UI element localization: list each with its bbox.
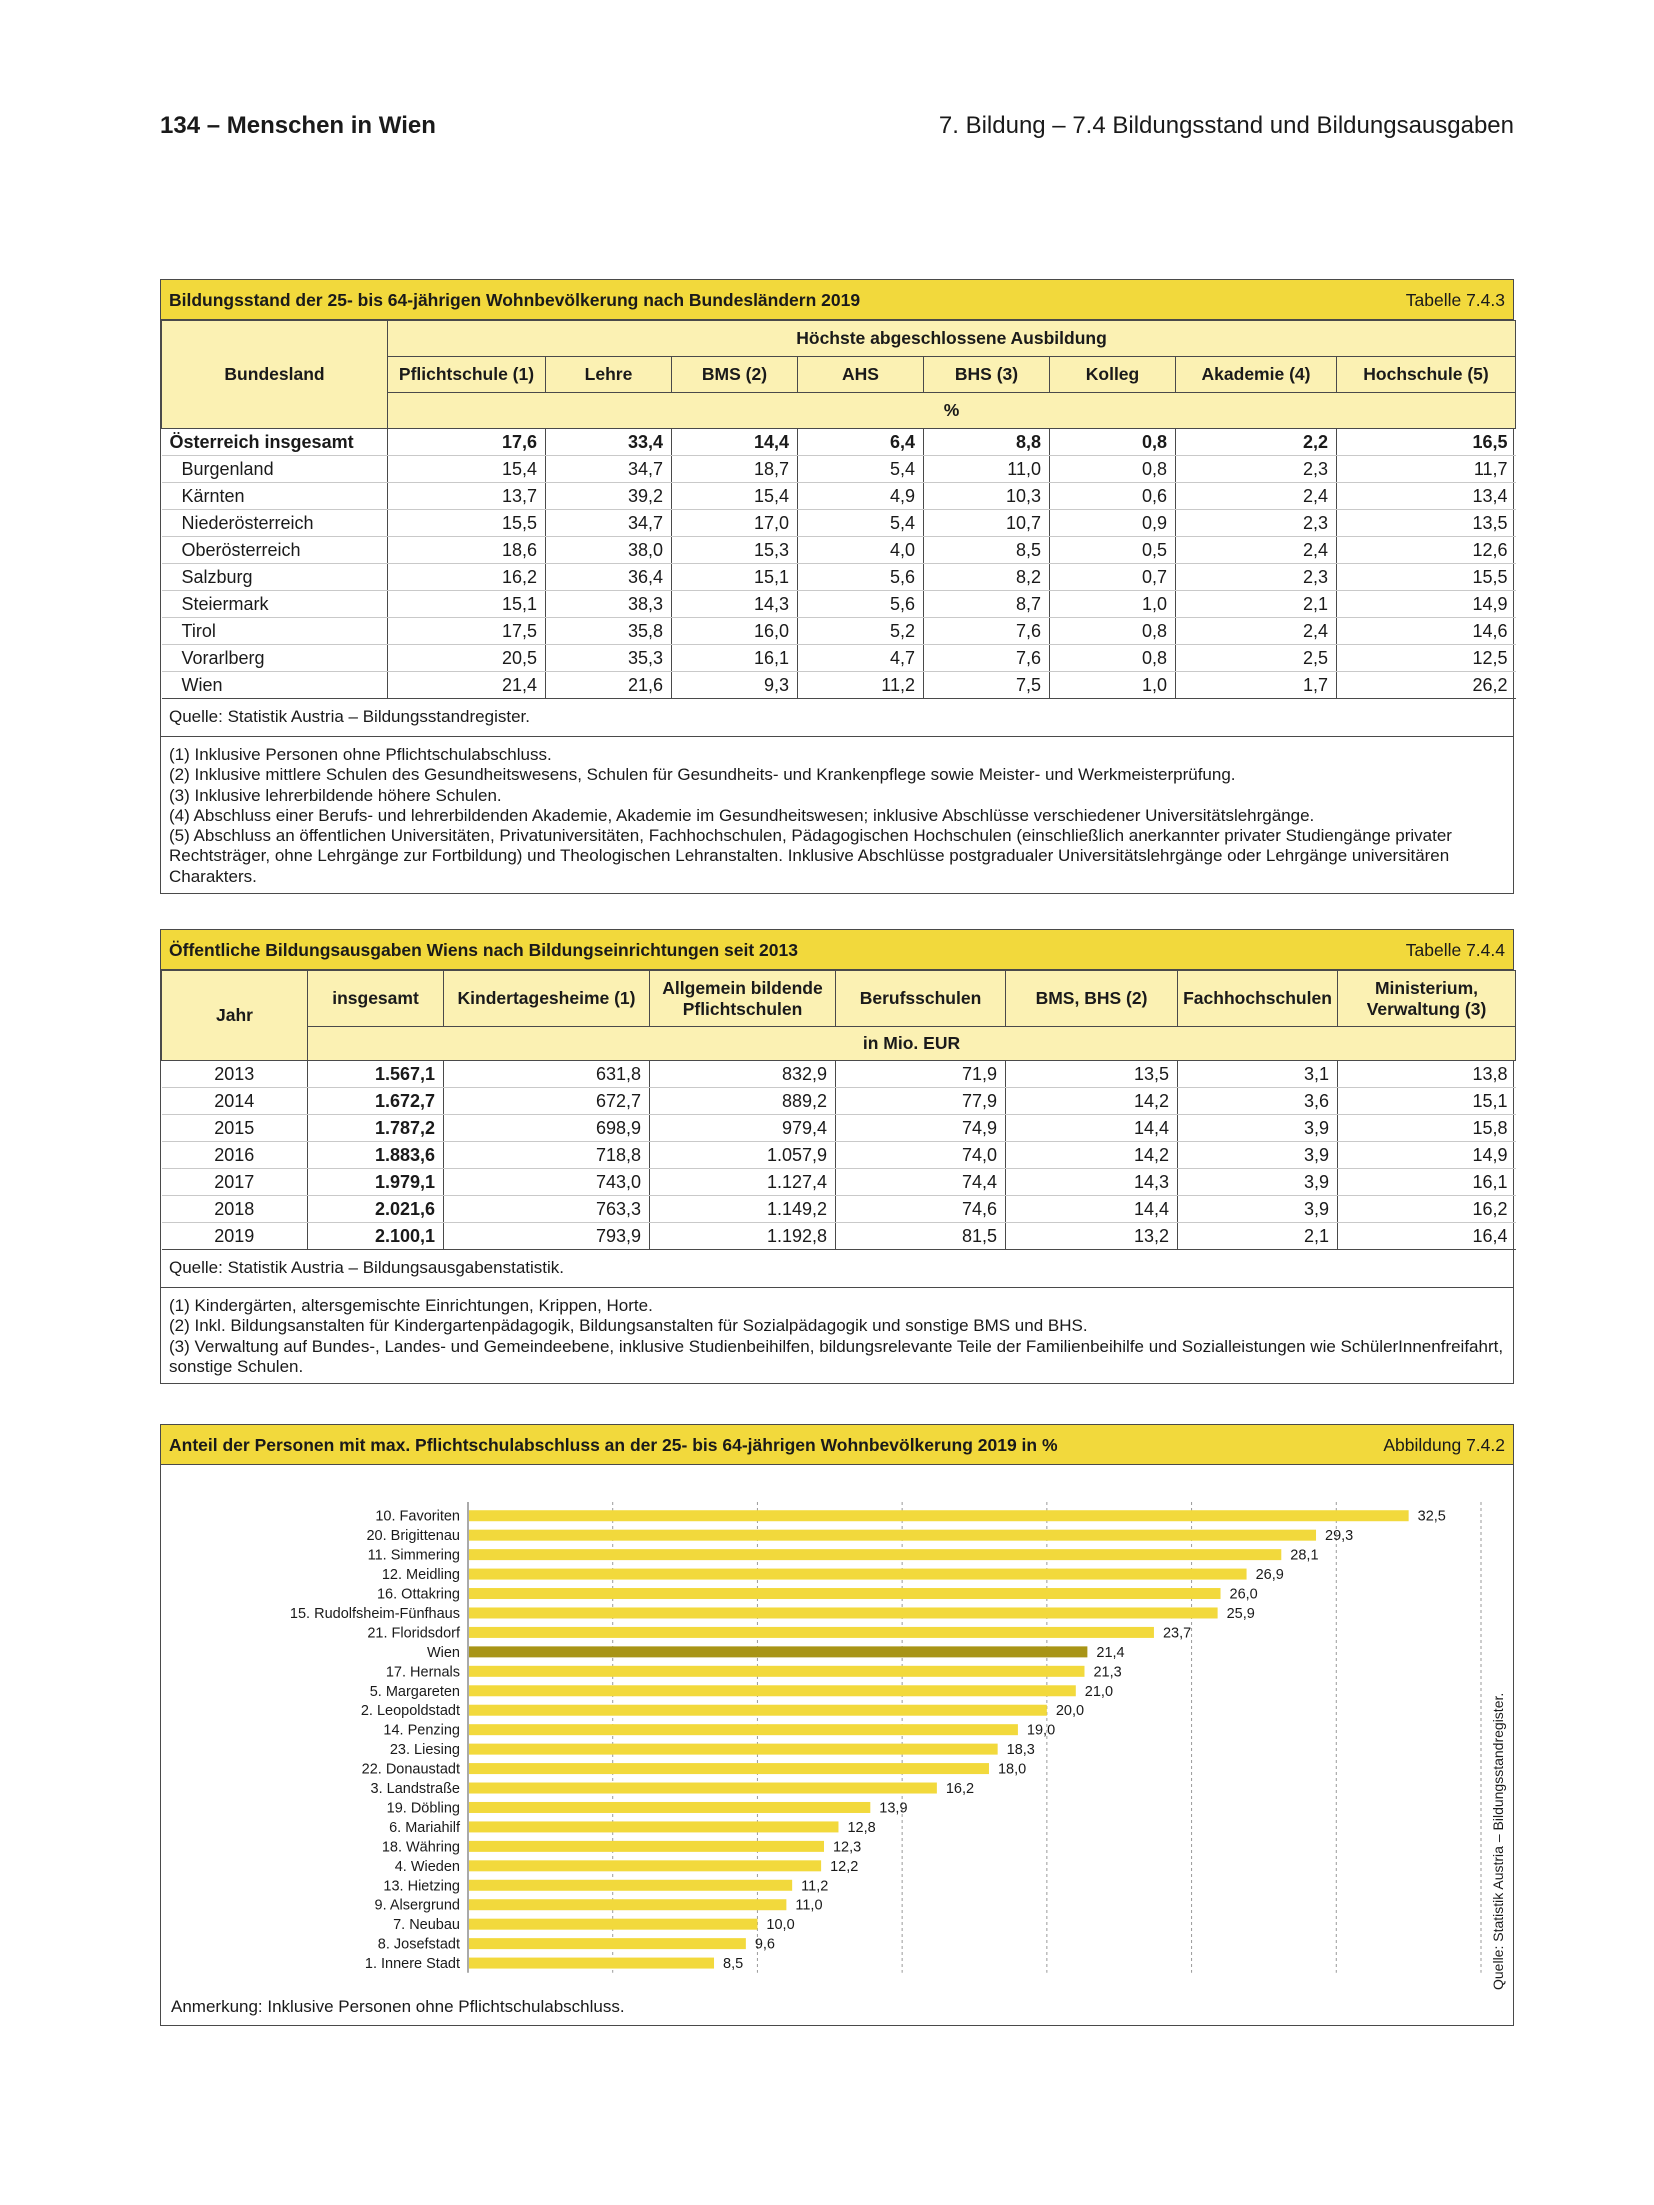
bar — [469, 1841, 824, 1852]
category-label: 16. Ottakring — [376, 1586, 460, 1603]
table1-cell: 7,6 — [924, 618, 1050, 645]
table2-notes — [161, 1288, 1513, 1383]
table2-col-header: Fachhochschulen — [1178, 971, 1338, 1027]
table2-cell: 3,6 — [1178, 1088, 1338, 1115]
table1-cell: 4,7 — [798, 645, 924, 672]
table2-cell: 979,4 — [650, 1115, 836, 1142]
table1-row-label: Burgenland — [162, 456, 388, 483]
table1-cell: 7,5 — [924, 672, 1050, 699]
bar — [469, 1783, 937, 1794]
bar — [469, 1569, 1247, 1580]
table2-cell: 14,3 — [1006, 1169, 1178, 1196]
table1-cell: 12,5 — [1337, 645, 1516, 672]
table2-row — [162, 1169, 1516, 1196]
bar — [469, 1685, 1076, 1696]
table2-col-header: BMS, BHS (2) — [1006, 971, 1178, 1027]
value-label: 10,0 — [766, 1917, 795, 1934]
table2-title-bar — [161, 930, 1513, 970]
table1-cell: 8,8 — [924, 429, 1050, 456]
table2-row-label: 2019 — [162, 1223, 308, 1250]
table1-cell: 4,9 — [798, 483, 924, 510]
page-header — [160, 112, 1514, 148]
value-label: 12,3 — [832, 1839, 862, 1856]
value-label: 29,3 — [1325, 1528, 1354, 1545]
table2-cell: 1.127,4 — [650, 1169, 836, 1196]
bar-highlight — [469, 1646, 1087, 1657]
table2-cell: 14,4 — [1006, 1115, 1178, 1142]
category-label: 3. Landstraße — [370, 1781, 460, 1798]
value-label: 32,5 — [1417, 1508, 1446, 1525]
table1-cell: 11,0 — [924, 456, 1050, 483]
table2-unit: in Mio. EUR — [308, 1027, 1516, 1061]
table2-note: (1) Kindergärten, altersgemischte Einrichtungen, Krippen, Horte. — [169, 1296, 653, 1315]
table1-cell: 5,2 — [798, 618, 924, 645]
table1-row — [162, 429, 1516, 456]
category-label: 5. Margareten — [369, 1683, 460, 1700]
table2-cell: 672,7 — [444, 1088, 650, 1115]
table1-row — [162, 564, 1516, 591]
table1-cell: 0,8 — [1050, 618, 1176, 645]
table2-cell: 1.567,1 — [308, 1061, 444, 1088]
table1-cell: 14,4 — [672, 429, 798, 456]
table2-col-header: insgesamt — [308, 971, 444, 1027]
table1-cell: 5,4 — [798, 510, 924, 537]
table2-cell: 81,5 — [836, 1223, 1006, 1250]
table1-group-header: Höchste abgeschlossene Ausbildung — [388, 321, 1516, 357]
table1-row — [162, 537, 1516, 564]
table1-cell: 15,4 — [388, 456, 546, 483]
figure-title: Anteil der Personen mit max. Pflichtschulabschluss an der 25- bis 64-jährigen Wohnbevölkerung 2019 in % — [169, 1435, 1058, 1455]
table1-cell: 12,6 — [1337, 537, 1516, 564]
table1-note: (4) Abschluss einer Berufs- und lehrerbildenden Akademie, Akademie im Gesundheitswesen; inklusive Abschlüsse verschiedener Universitätslehrgänge. — [169, 805, 1315, 825]
bar-chart — [161, 1465, 1513, 2025]
table2-cell: 13,8 — [1338, 1061, 1516, 1088]
table1-cell: 1,0 — [1050, 672, 1176, 699]
value-label: 18,0 — [997, 1761, 1027, 1778]
bar — [469, 1627, 1154, 1638]
table2-cell: 743,0 — [444, 1169, 650, 1196]
table2-cell: 14,2 — [1006, 1142, 1178, 1169]
table1-cell: 0,8 — [1050, 645, 1176, 672]
table2-cell: 74,9 — [836, 1115, 1006, 1142]
table1-unit: % — [388, 393, 1516, 429]
table1-cell: 9,3 — [672, 672, 798, 699]
table1-row-header: Bundesland — [162, 321, 388, 429]
table1-cell: 15,1 — [672, 564, 798, 591]
table2-cell: 1.149,2 — [650, 1196, 836, 1223]
table2-row-label: 2018 — [162, 1196, 308, 1223]
table1-row — [162, 456, 1516, 483]
table2-col-header: Allgemein bildende Pflichtschulen — [650, 971, 836, 1027]
table1-cell: 16,1 — [672, 645, 798, 672]
bar — [469, 1705, 1047, 1716]
table2-cell: 889,2 — [650, 1088, 836, 1115]
category-label: 17. Hernals — [385, 1664, 460, 1681]
value-label: 21,0 — [1084, 1683, 1114, 1700]
table2-cell: 2,1 — [1178, 1223, 1338, 1250]
table1-note: (5) Abschluss an öffentlichen Universitäten, Privatuniversitäten, Fachhochschulen, Pädagogischen Hochschulen (einschließlich anerkannter privater Studiengänge privater Rechtsträger, ohne Lehrgänge zur Fortbildung) und Theologischen Lehranstalten. Inklusive Abschlüsse postgradualer Universitätslehrgänge oder Lehrgänge universitären Charakters. — [169, 826, 1452, 886]
table1-grid — [161, 320, 1516, 699]
figure-note: Anmerkung: Inklusive Personen ohne Pflichtschulabschluss. — [171, 1997, 625, 2016]
value-label: 20,0 — [1055, 1703, 1085, 1720]
figure-source: Quelle: Statistik Austria – Bildungsstandregister. — [1490, 1692, 1506, 1990]
table2-row — [162, 1115, 1516, 1142]
table2-cell: 77,9 — [836, 1088, 1006, 1115]
value-label: 12,2 — [830, 1858, 859, 1875]
table1-row — [162, 591, 1516, 618]
category-label: 11. Simmering — [367, 1547, 460, 1564]
table1-cell: 26,2 — [1337, 672, 1516, 699]
table2-note: (3) Verwaltung auf Bundes-, Landes- und Gemeindeebene, inklusive Studienbeihilfen, bildungsrelevante Teile der Familienbeihilfe und Sozialleistungen wie SchülerInnenfreifahrt, sonstige Schulen. — [169, 1336, 1504, 1376]
figure-7-4-2 — [160, 1424, 1514, 2026]
value-label: 23,7 — [1162, 1625, 1192, 1642]
category-label: 22. Donaustadt — [361, 1761, 460, 1778]
value-label: 21,3 — [1093, 1664, 1122, 1681]
table2-cell: 74,0 — [836, 1142, 1006, 1169]
table1-cell: 11,2 — [798, 672, 924, 699]
bar — [469, 1666, 1084, 1677]
value-label: 8,5 — [723, 1956, 744, 1973]
table1-cell: 13,7 — [388, 483, 546, 510]
figure-number: Abbildung 7.4.2 — [1383, 1435, 1505, 1455]
table2-cell: 16,4 — [1338, 1223, 1516, 1250]
category-label: Wien — [426, 1644, 460, 1661]
table1-cell: 16,5 — [1337, 429, 1516, 456]
value-label: 12,8 — [847, 1819, 876, 1836]
table2-cell: 13,5 — [1006, 1061, 1178, 1088]
category-label: 4. Wieden — [394, 1858, 460, 1875]
table2-cell: 832,9 — [650, 1061, 836, 1088]
table2-cell: 14,2 — [1006, 1088, 1178, 1115]
table1-cell: 15,1 — [388, 591, 546, 618]
table1-row-label: Oberösterreich — [162, 537, 388, 564]
bar — [469, 1860, 821, 1871]
table1-cell: 21,4 — [388, 672, 546, 699]
table1-cell: 15,5 — [1337, 564, 1516, 591]
category-label: 13. Hietzing — [383, 1878, 460, 1895]
table1-cell: 15,3 — [672, 537, 798, 564]
table1-col-header: Akademie (4) — [1176, 357, 1337, 393]
bar — [469, 1530, 1316, 1541]
category-label: 12. Meidling — [381, 1567, 460, 1584]
table2-cell: 1.672,7 — [308, 1088, 444, 1115]
table2-cell: 631,8 — [444, 1061, 650, 1088]
bar — [469, 1510, 1409, 1521]
table1-col-header: AHS — [798, 357, 924, 393]
table2-cell: 2.021,6 — [308, 1196, 444, 1223]
table2-cell: 3,9 — [1178, 1196, 1338, 1223]
table1-cell: 15,5 — [388, 510, 546, 537]
table2-cell: 793,9 — [444, 1223, 650, 1250]
table1-cell: 13,5 — [1337, 510, 1516, 537]
table2-cell: 15,1 — [1338, 1088, 1516, 1115]
table2-row — [162, 1142, 1516, 1169]
table1-title: Bildungsstand der 25- bis 64-jährigen Wohnbevölkerung nach Bundesländern 2019 — [169, 290, 861, 310]
table1-source: Quelle: Statistik Austria – Bildungsstandregister. — [161, 699, 1513, 737]
table1-cell: 5,6 — [798, 591, 924, 618]
table1-cell: 33,4 — [546, 429, 672, 456]
table1-cell: 14,3 — [672, 591, 798, 618]
table2-col-header: Berufsschulen — [836, 971, 1006, 1027]
table1-cell: 14,9 — [1337, 591, 1516, 618]
table2-col-header: Ministerium, Verwaltung (3) — [1338, 971, 1516, 1027]
table1-row-label: Steiermark — [162, 591, 388, 618]
table2-cell: 14,4 — [1006, 1196, 1178, 1223]
table1-cell: 5,4 — [798, 456, 924, 483]
category-label: 18. Währing — [381, 1839, 460, 1856]
category-label: 15. Rudolfsheim-Fünfhaus — [289, 1605, 460, 1622]
table1-cell: 13,4 — [1337, 483, 1516, 510]
chart-area — [161, 1465, 1513, 2025]
value-label: 25,9 — [1226, 1605, 1255, 1622]
table1-row — [162, 510, 1516, 537]
category-label: 10. Favoriten — [375, 1508, 460, 1525]
table2-number: Tabelle 7.4.4 — [1405, 940, 1505, 960]
bar — [469, 1724, 1018, 1735]
table2-cell: 1.057,9 — [650, 1142, 836, 1169]
table1-col-header: BMS (2) — [672, 357, 798, 393]
value-label: 18,3 — [1006, 1742, 1035, 1759]
table2-cell: 15,8 — [1338, 1115, 1516, 1142]
table1-cell: 2,5 — [1176, 645, 1337, 672]
table1-cell: 2,3 — [1176, 564, 1337, 591]
table1-cell: 39,2 — [546, 483, 672, 510]
table1-cell: 17,5 — [388, 618, 546, 645]
bar — [469, 1763, 989, 1774]
value-label: 26,9 — [1255, 1567, 1284, 1584]
bar — [469, 1744, 998, 1755]
table2-row — [162, 1196, 1516, 1223]
table1-cell: 35,3 — [546, 645, 672, 672]
table2-row-label: 2016 — [162, 1142, 308, 1169]
table1-cell: 4,0 — [798, 537, 924, 564]
table1-cell: 10,7 — [924, 510, 1050, 537]
table1-cell: 11,7 — [1337, 456, 1516, 483]
table1-cell: 0,5 — [1050, 537, 1176, 564]
table1-cell: 18,7 — [672, 456, 798, 483]
category-label: 6. Mariahilf — [389, 1819, 460, 1836]
table2-row — [162, 1061, 1516, 1088]
table1-cell: 0,7 — [1050, 564, 1176, 591]
table2-row-label: 2015 — [162, 1115, 308, 1142]
table2-row-label: 2017 — [162, 1169, 308, 1196]
table2-source: Quelle: Statistik Austria – Bildungsausgabenstatistik. — [161, 1250, 1513, 1288]
category-label: 7. Neubau — [393, 1917, 460, 1934]
bar — [469, 1880, 792, 1891]
table1-cell: 2,4 — [1176, 618, 1337, 645]
table1-cell: 10,3 — [924, 483, 1050, 510]
table1-cell: 38,3 — [546, 591, 672, 618]
table2-grid — [161, 970, 1516, 1250]
table2-row — [162, 1223, 1516, 1250]
bar — [469, 1938, 746, 1949]
table1-row-label: Kärnten — [162, 483, 388, 510]
table2-cell: 74,4 — [836, 1169, 1006, 1196]
table-7-4-4 — [160, 929, 1514, 1384]
table2-cell: 3,9 — [1178, 1115, 1338, 1142]
value-label: 11,0 — [795, 1897, 823, 1914]
table1-cell: 8,7 — [924, 591, 1050, 618]
table2-cell: 74,6 — [836, 1196, 1006, 1223]
table2-cell: 763,3 — [444, 1196, 650, 1223]
table2-row — [162, 1088, 1516, 1115]
table1-cell: 2,3 — [1176, 456, 1337, 483]
table1-cell: 36,4 — [546, 564, 672, 591]
table1-col-header: Lehre — [546, 357, 672, 393]
bar — [469, 1607, 1218, 1618]
table1-row-label: Salzburg — [162, 564, 388, 591]
value-label: 11,2 — [801, 1878, 829, 1895]
table1-cell: 2,1 — [1176, 591, 1337, 618]
table1-cell: 5,6 — [798, 564, 924, 591]
table1-cell: 6,4 — [798, 429, 924, 456]
table2-cell: 3,1 — [1178, 1061, 1338, 1088]
table1-cell: 16,0 — [672, 618, 798, 645]
table1-cell: 0,8 — [1050, 429, 1176, 456]
table2-cell: 3,9 — [1178, 1142, 1338, 1169]
table2-cell: 1.192,8 — [650, 1223, 836, 1250]
value-label: 9,6 — [754, 1936, 776, 1953]
table2-title: Öffentliche Bildungsausgaben Wiens nach Bildungseinrichtungen seit 2013 — [169, 940, 798, 960]
table2-note: (2) Inkl. Bildungsanstalten für Kindergartenpädagogik, Bildungsanstalten für Sozialpädagogik und sonstige BMS und BHS. — [169, 1316, 1088, 1336]
table1-row — [162, 645, 1516, 672]
table1-cell: 20,5 — [388, 645, 546, 672]
table1-cell: 8,5 — [924, 537, 1050, 564]
table1-row-label: Österreich insgesamt — [162, 429, 388, 456]
table1-cell: 1,7 — [1176, 672, 1337, 699]
table1-cell: 38,0 — [546, 537, 672, 564]
table1-note: (3) Inklusive lehrerbildende höhere Schulen. — [169, 785, 502, 805]
bar — [469, 1899, 786, 1910]
table2-cell: 16,2 — [1338, 1196, 1516, 1223]
table-7-4-3 — [160, 279, 1514, 894]
table2-cell: 718,8 — [444, 1142, 650, 1169]
table1-note: (1) Inklusive Personen ohne Pflichtschulabschluss. — [169, 745, 552, 764]
bar — [469, 1588, 1221, 1599]
value-label: 19,0 — [1026, 1722, 1056, 1739]
bar — [469, 1958, 714, 1969]
value-label: 16,2 — [945, 1781, 975, 1798]
value-label: 26,0 — [1229, 1586, 1258, 1603]
category-label: 9. Alsergrund — [374, 1897, 460, 1914]
table2-cell: 698,9 — [444, 1115, 650, 1142]
page-header-left: 134 – Menschen in Wien — [160, 112, 436, 139]
table1-row-label: Niederösterreich — [162, 510, 388, 537]
table1-row — [162, 483, 1516, 510]
value-label: 21,4 — [1096, 1644, 1125, 1661]
table1-cell: 2,4 — [1176, 537, 1337, 564]
table1-note: (2) Inklusive mittlere Schulen des Gesundheitswesens, Schulen für Gesundheits- und Krankenpflege sowie Meister- und Werkmeisterprüfung. — [169, 765, 1236, 785]
table2-cell: 1.787,2 — [308, 1115, 444, 1142]
table2-cell: 71,9 — [836, 1061, 1006, 1088]
table1-cell: 0,6 — [1050, 483, 1176, 510]
table2-row-label: 2013 — [162, 1061, 308, 1088]
bar — [469, 1919, 757, 1930]
table1-row — [162, 672, 1516, 699]
table2-row-header: Jahr — [162, 971, 308, 1061]
table1-cell: 15,4 — [672, 483, 798, 510]
page-header-right: 7. Bildung – 7.4 Bildungsstand und Bildungsausgaben — [938, 112, 1514, 139]
table1-cell: 17,0 — [672, 510, 798, 537]
table1-row-label: Wien — [162, 672, 388, 699]
table1-row-label: Vorarlberg — [162, 645, 388, 672]
table1-cell: 35,8 — [546, 618, 672, 645]
table1-cell: 0,9 — [1050, 510, 1176, 537]
table1-cell: 2,3 — [1176, 510, 1337, 537]
table1-cell: 21,6 — [546, 672, 672, 699]
category-label: 19. Döbling — [386, 1800, 460, 1817]
table1-cell: 14,6 — [1337, 618, 1516, 645]
table2-col-header: Kindertagesheime (1) — [444, 971, 650, 1027]
table2-cell: 3,9 — [1178, 1169, 1338, 1196]
category-label: 14. Penzing — [383, 1722, 460, 1739]
table1-cell: 2,2 — [1176, 429, 1337, 456]
table2-cell: 2.100,1 — [308, 1223, 444, 1250]
table1-cell: 34,7 — [546, 510, 672, 537]
table1-cell: 0,8 — [1050, 456, 1176, 483]
bar — [469, 1549, 1281, 1560]
category-label: 21. Floridsdorf — [367, 1625, 460, 1642]
category-label: 20. Brigittenau — [366, 1528, 460, 1545]
table1-col-header: Hochschule (5) — [1337, 357, 1516, 393]
category-label: 23. Liesing — [389, 1742, 460, 1759]
table2-cell: 1.979,1 — [308, 1169, 444, 1196]
category-label: 1. Innere Stadt — [364, 1956, 460, 1973]
table1-cell: 16,2 — [388, 564, 546, 591]
bar — [469, 1821, 838, 1832]
table2-cell: 16,1 — [1338, 1169, 1516, 1196]
table2-cell: 13,2 — [1006, 1223, 1178, 1250]
table1-row-label: Tirol — [162, 618, 388, 645]
bar — [469, 1802, 870, 1813]
table1-notes — [161, 737, 1513, 893]
table1-cell: 8,2 — [924, 564, 1050, 591]
figure-title-bar — [161, 1425, 1513, 1465]
value-label: 28,1 — [1290, 1547, 1319, 1564]
table2-cell: 1.883,6 — [308, 1142, 444, 1169]
table1-cell: 7,6 — [924, 645, 1050, 672]
table1-row — [162, 618, 1516, 645]
table1-col-header: Pflichtschule (1) — [388, 357, 546, 393]
category-label: 8. Josefstadt — [377, 1936, 460, 1953]
table2-row-label: 2014 — [162, 1088, 308, 1115]
table1-cell: 18,6 — [388, 537, 546, 564]
table1-cell: 2,4 — [1176, 483, 1337, 510]
table1-col-header: BHS (3) — [924, 357, 1050, 393]
table1-cell: 1,0 — [1050, 591, 1176, 618]
table1-number: Tabelle 7.4.3 — [1405, 290, 1505, 310]
category-label: 2. Leopoldstadt — [360, 1703, 460, 1720]
value-label: 13,9 — [879, 1800, 908, 1817]
table2-cell: 14,9 — [1338, 1142, 1516, 1169]
table1-title-bar — [161, 280, 1513, 320]
table1-cell: 34,7 — [546, 456, 672, 483]
table1-cell: 17,6 — [388, 429, 546, 456]
table1-col-header: Kolleg — [1050, 357, 1176, 393]
